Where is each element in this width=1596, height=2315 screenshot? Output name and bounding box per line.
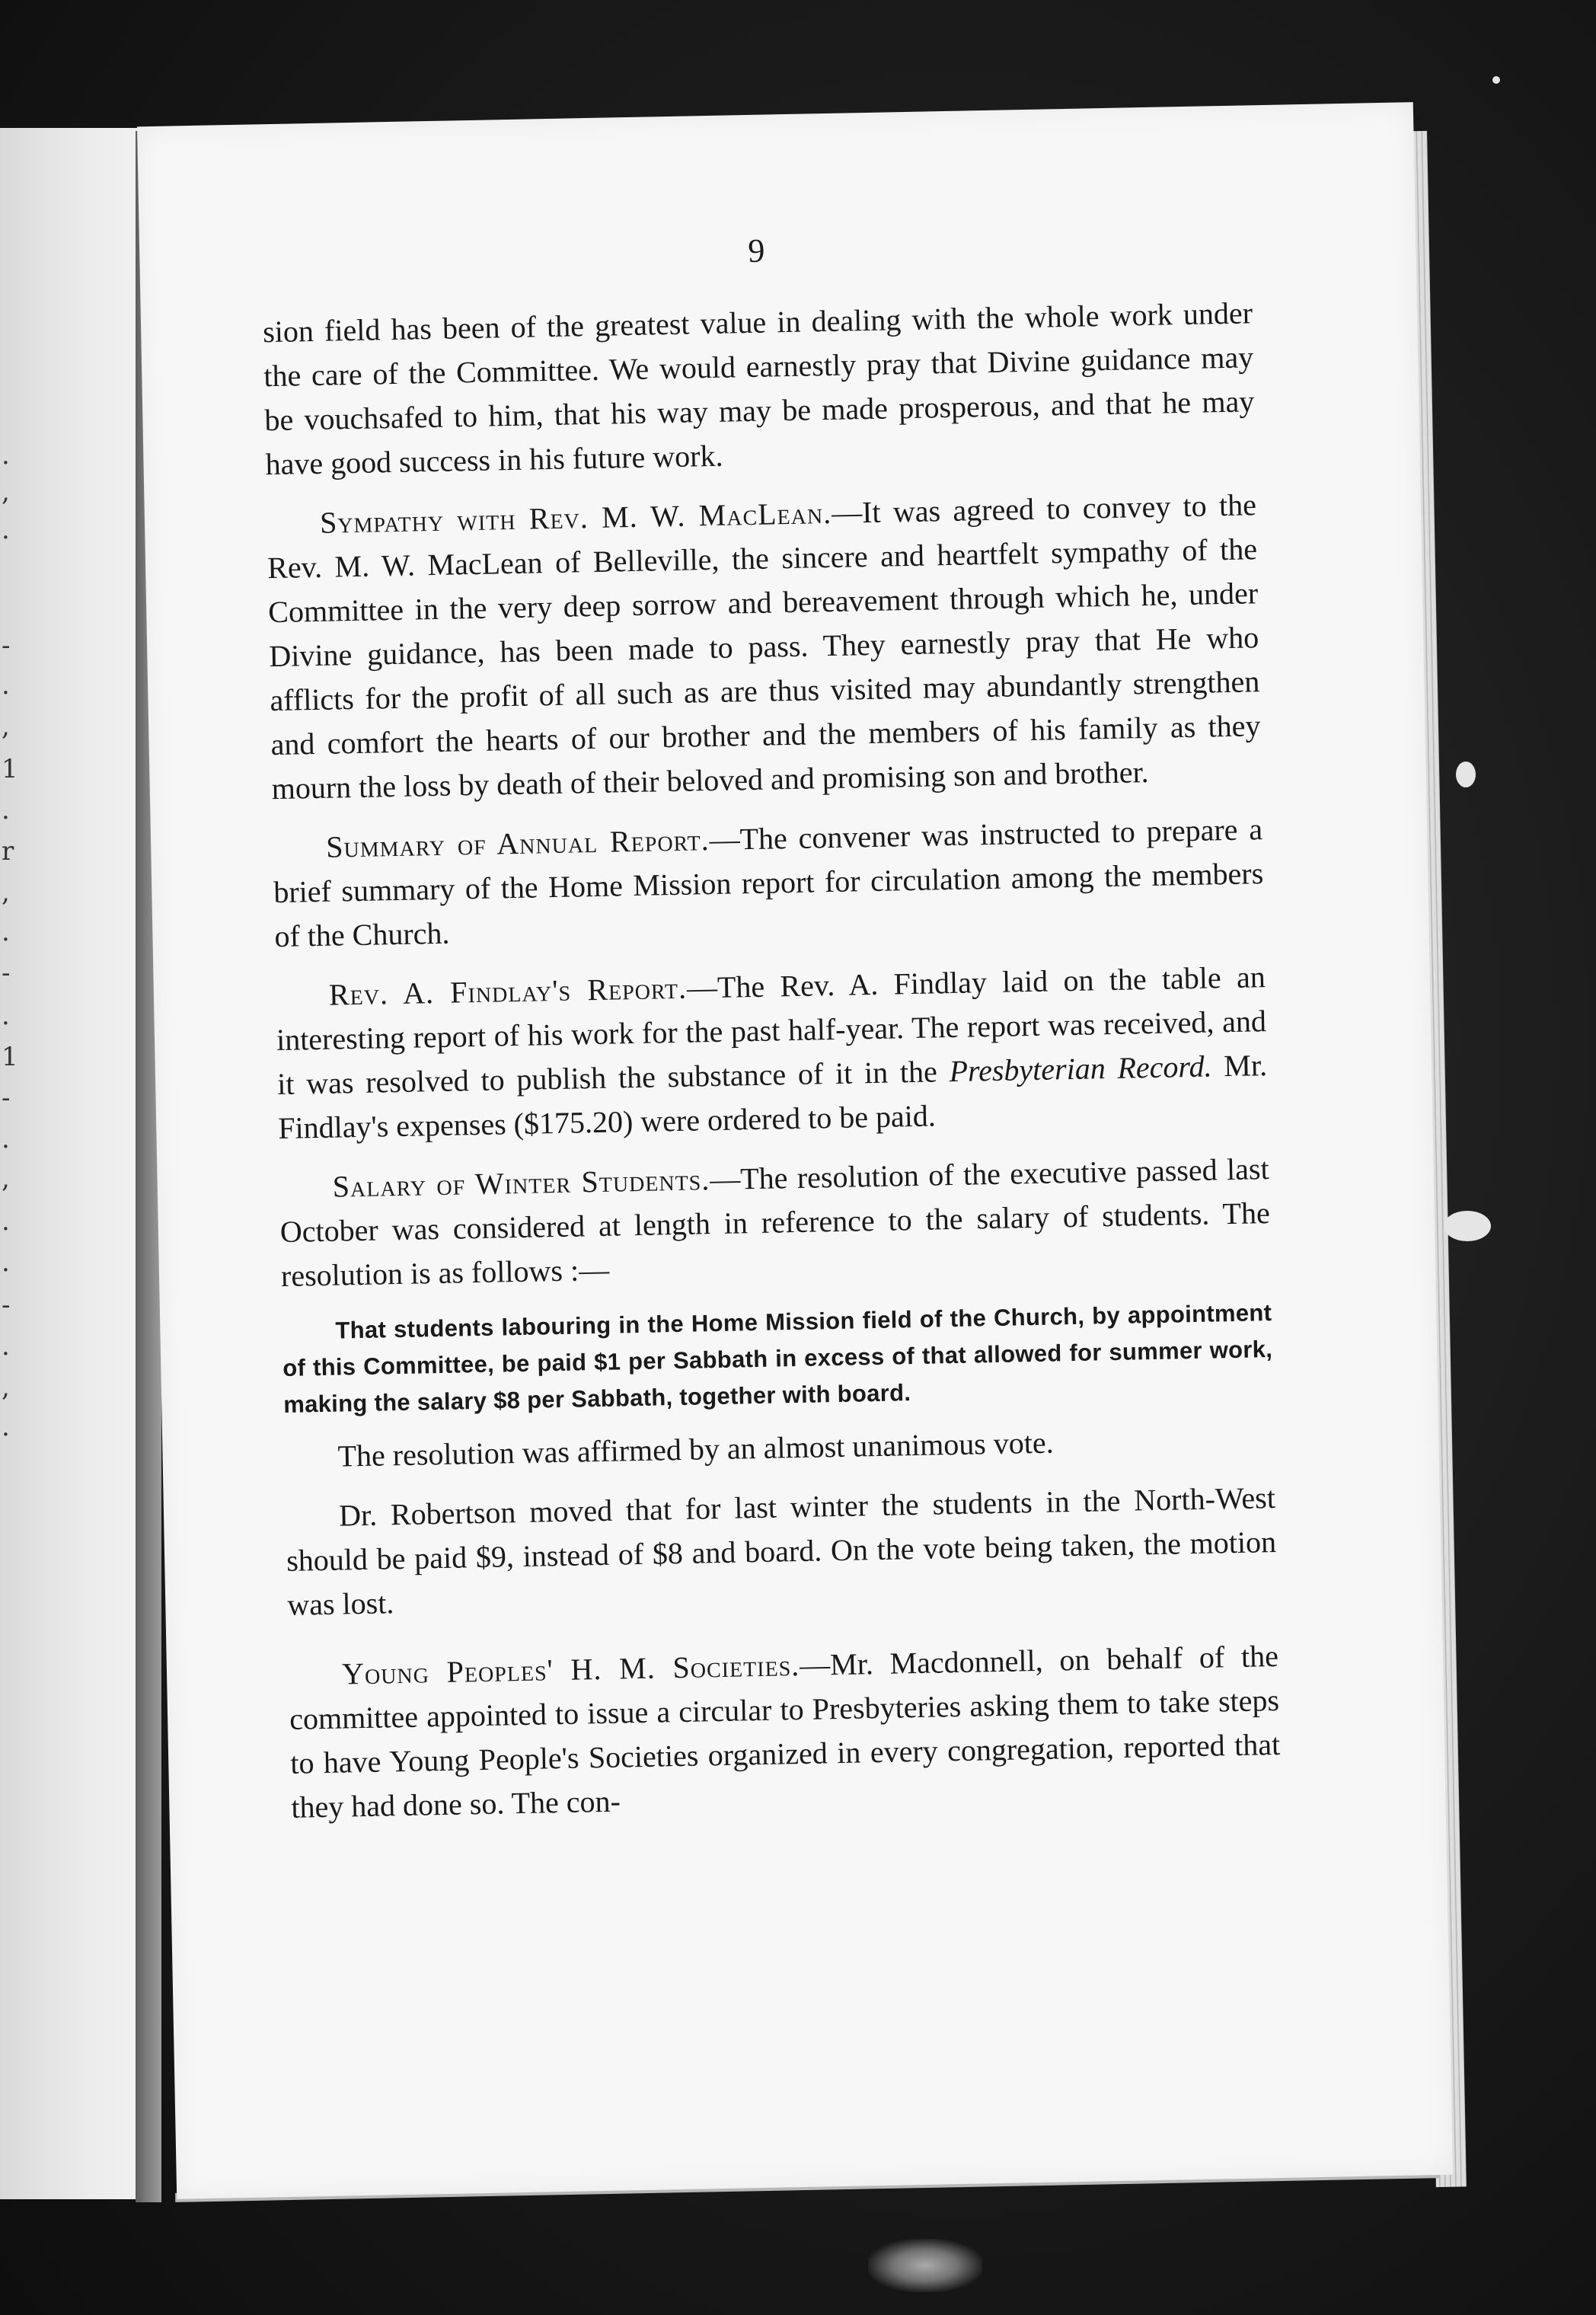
page-text-block [261, 219, 1282, 1845]
scan-smudge [868, 2239, 982, 2292]
paragraph-summary [273, 807, 1265, 959]
left-page-edge-char: . [2, 1331, 10, 1362]
left-page-edge-char: r [2, 836, 14, 867]
dust-speck [1444, 1211, 1491, 1241]
left-page-edge-char: . [2, 795, 10, 825]
paragraph-text: —Mr. Macdonnell, on behalf of the committee appointed to issue a circular to Presbyteries asking them to take steps to have Young People's Societies organized in every congregation, reported that they had done so. The con- [289, 1638, 1281, 1825]
section-heading: Summary of Annual Report. [325, 822, 710, 864]
left-page-edge-char: - [2, 1083, 11, 1113]
left-page-edge-char: . [2, 917, 10, 947]
paragraph-text: sion field has been of the greatest value in dealing with the whole work under the care of the Committee. We would earnestly pray that Divine guidance may be vouchsafed to him, that his way may be made prosperous, and that he may have good success in his future work. [262, 295, 1255, 482]
paragraph-young-peoples [289, 1634, 1282, 1830]
left-page-edge-char: , [2, 1372, 10, 1403]
page-number: 9 [747, 232, 765, 270]
left-page-edge-char: , [2, 477, 10, 507]
section-heading: Salary of Winter Students. [332, 1162, 710, 1204]
left-page-edge-char: . [2, 1206, 10, 1237]
paragraph-robertson-motion: Dr. Robertson moved that for last winter the students in the North-West should be paid $9, instead of $8 and board. On the vote being taken, the motion was lost. [286, 1480, 1277, 1622]
paragraph-text: —The resolution of the executive passed last October was considered at length in reference to the salary of students. The resolution is as follows :— [279, 1151, 1271, 1293]
left-page-edge-char: . [2, 1247, 10, 1278]
dust-speck [1456, 762, 1476, 787]
left-page-edge-char: . [2, 670, 10, 701]
section-heading: Young Peoples' H. M. Societies. [341, 1648, 800, 1691]
left-page-edge-char: - [2, 1290, 11, 1320]
book-page [137, 102, 1453, 2199]
left-page-edge-char: - [2, 958, 11, 988]
paragraph-continued [263, 291, 1256, 487]
paragraph-text: —The Rev. A. Findlay laid on the table an interesting report of his work for the past half-year. The report was received, and it was resolved to publish the substance of it in the [276, 960, 1267, 1102]
left-page-edge-char: . [2, 1124, 10, 1154]
left-page-edge-char: , [2, 877, 10, 908]
paragraph-sympathy [267, 483, 1262, 811]
left-page-edge-char: . [2, 440, 10, 471]
left-page-edge-char: 1 [2, 754, 18, 784]
resolution-quote: That students labouring in the Home Mission field of the Church, by appointment of this Committee, be paid $1 per Sabbath in excess of that allowed for summer work, making the salary $8 per Sabbath, together with board. [282, 1299, 1273, 1418]
paragraph-text: —It was agreed to convey to the Rev. M. W. MacLean of Belleville, the sincere and heartfelt sympathy of the Committee in the very deep sorrow and bereavement through which he, under Divine guidance, has been made to pass. They earnestly pray that He who afflicts for the profit of all such as are thus visited may abundantly strengthen and comfort the hearts of our brother and the members of his family as they mourn the loss by death of their beloved and promising son and brother. [267, 487, 1261, 806]
paragraph-findlay [275, 955, 1268, 1151]
dust-speck [1492, 76, 1500, 84]
left-page-edge-char: 1 [2, 1042, 18, 1072]
left-facing-page [0, 128, 149, 2199]
section-heading: Sympathy with Rev. M. W. MacLean. [319, 495, 832, 540]
left-page-edge-char: . [2, 1001, 10, 1031]
left-page-edge-char: - [2, 631, 11, 661]
left-page-edge-char: , [2, 711, 10, 742]
publication-title: Presbyterian Record. [949, 1049, 1212, 1089]
left-page-edge-char: . [2, 515, 10, 545]
paragraph-text: —The convener was instructed to prepare a brief summary of the Home Mission report for circulation among the members of the Church. [273, 812, 1264, 954]
left-page-edge-char: . [2, 1412, 10, 1442]
left-page-edge-char: , [2, 1164, 10, 1194]
paragraph-text: Mr. Findlay's expenses ($175.20) were ordered to be paid. [277, 1048, 1268, 1146]
section-heading: Rev. A. Findlay's Report. [328, 970, 688, 1012]
paragraph-salary [279, 1147, 1271, 1298]
paragraph-affirmed: The resolution was affirmed by an almost unanimous vote. [337, 1425, 1055, 1474]
